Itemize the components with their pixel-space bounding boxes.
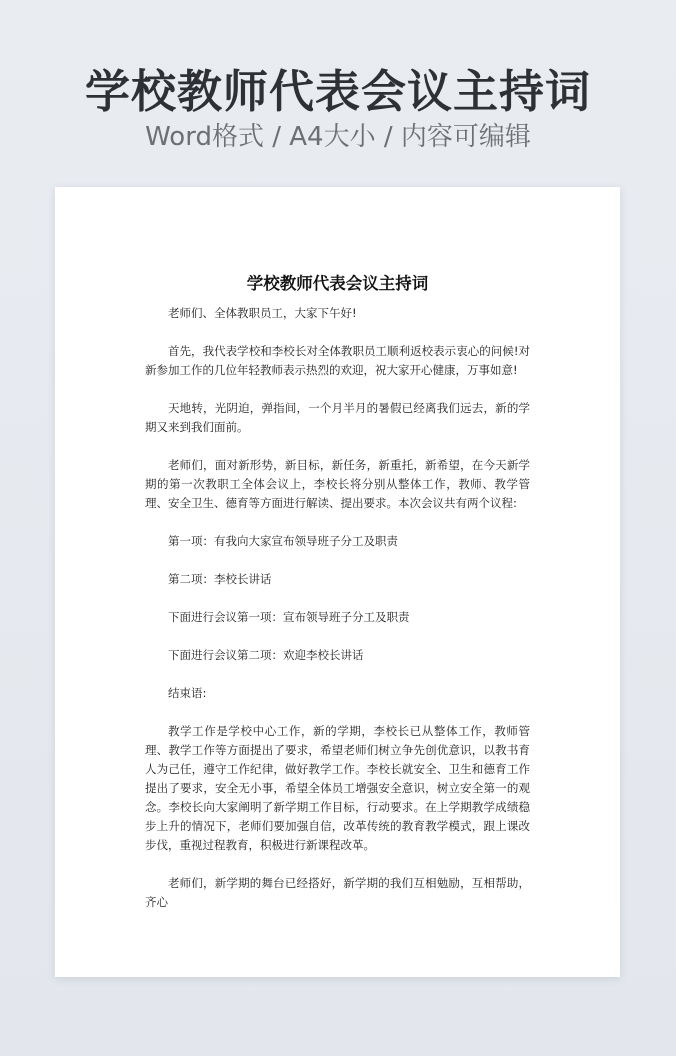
paragraph-new-term: 天地转，光阴迫，弹指间，一个月半月的暑假已经离我们远去，新的学期又来到我们面前。	[145, 401, 530, 434]
paragraph-agenda-item-1: 第一项：有我向大家宣布领导班子分工及职责	[168, 534, 398, 548]
paragraph-agenda-item-2: 第二项：李校长讲话	[168, 572, 272, 586]
document-title: 学校教师代表会议主持词	[246, 274, 429, 293]
paragraph-welcome: 首先，我代表学校和李校长对全体教职员工顺利返校表示衷心的问候!对新参加工作的几位年轻教师表示热烈的欢迎，祝大家开心健康，万事如意!	[145, 344, 530, 377]
paragraph-closing-body: 教学工作是学校中心工作，新的学期，李校长已从整体工作，教师管理、教学工作等方面提出了要求，希望老师们树立争先创优意识，以教书育人为己任，遵守工作纪律，做好教学工作。李校长就安全、卫生和德育工作提出了要求，安全无小事，希望全体员工增强安全意识，树立安全第一的观念。李校长向大家阐明了新学期工作目标，行动要求。在上学期教学成绩稳步上升的情况下，老师们要加强自信，改革传统的教育教学模式，跟上课改步伐，重视过程教育，积极进行新课程改革。	[145, 724, 530, 852]
paragraph-proceed-item-1: 下面进行会议第一项：宣布领导班子分工及职责	[168, 610, 410, 624]
paragraph-greeting: 老师们、全体教职员工，大家下午好!	[168, 306, 357, 320]
banner-subtitle: Word格式 / A4大小 / 内容可编辑	[145, 122, 531, 152]
paragraph-agenda-intro: 老师们，面对新形势，新目标，新任务，新重托，新希望，在今天新学期的第一次教职工全体会议上，李校长将分别从整体工作，教师、教学管理、安全卫生、德育等方面进行解读、提出要求。本次会议共有两个议程:	[145, 458, 530, 510]
paragraph-proceed-item-2: 下面进行会议第二项：欢迎李校长讲话	[168, 648, 364, 662]
banner-title: 学校教师代表会议主持词	[84, 65, 591, 118]
document-page	[55, 187, 620, 977]
document-body	[145, 272, 530, 912]
paragraph-closing-heading: 结束语:	[168, 686, 207, 700]
paragraph-final: 老师们，新学期的舞台已经搭好，新学期的我们互相勉励，互相帮助，齐心	[145, 876, 530, 909]
